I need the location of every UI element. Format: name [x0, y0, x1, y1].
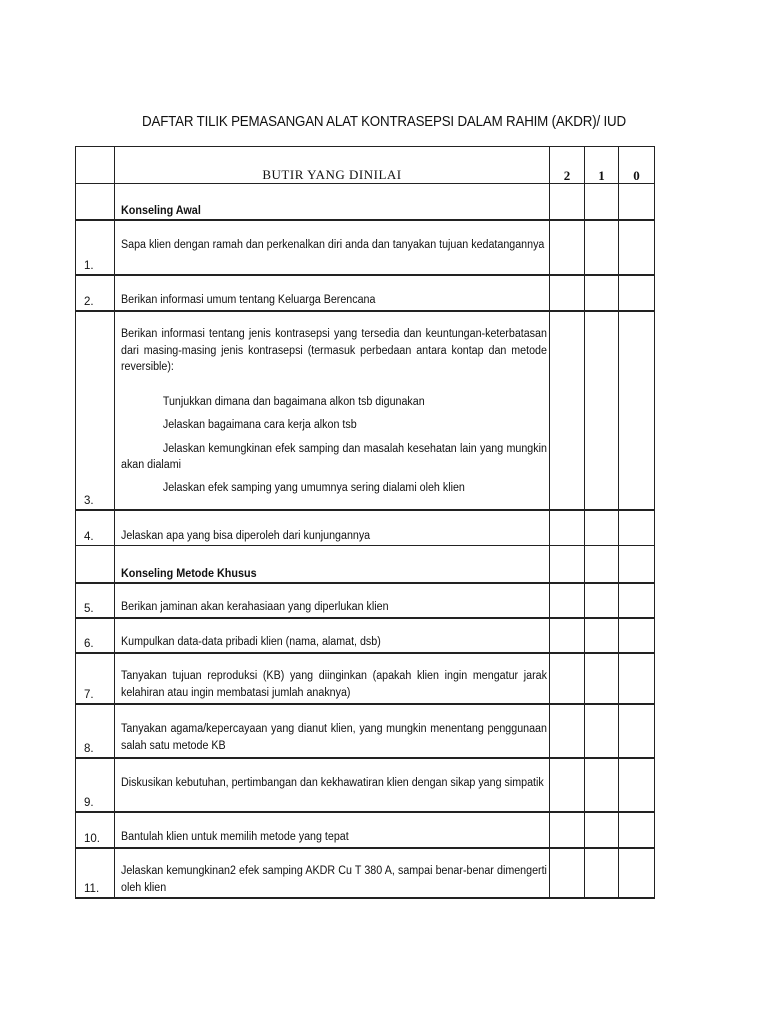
sub-item: Tunjukkan dimana dan bagaimana alkon tsb digunakan [162, 395, 425, 408]
score-1-cell[interactable] [584, 759, 618, 811]
item-text: Berikan informasi umum tentang Keluarga Berencana [121, 294, 376, 306]
score-2-cell[interactable] [549, 619, 584, 652]
sub-item: Jelaskan bagaimana cara kerja alkon tsb [162, 419, 357, 431]
score-1-cell[interactable] [584, 705, 618, 757]
table-row-1 [75, 219, 655, 274]
item-number: 3. [84, 495, 94, 507]
item-number: 4. [84, 531, 94, 543]
score-1-cell[interactable] [584, 221, 618, 274]
item-number: 9. [84, 797, 94, 809]
table-row-2 [75, 274, 655, 310]
score-2-cell[interactable] [549, 584, 584, 617]
section-title: Konseling Metode Khusus [121, 566, 257, 580]
item-text: Kumpulkan data-data pribadi klien (nama, alamat, dsb) [121, 636, 381, 648]
score-0-cell[interactable] [618, 849, 655, 897]
item-text: Berikan informasi tentang jenis kontrasepsi yang tersedia dan keuntungan-keterbatasan dari masing-masing jenis kontrasepsi (termasuk perbedaan antara kontap dan metode reversible): [121, 328, 547, 373]
table-row-10 [75, 811, 655, 847]
score-1-label: 1 [598, 168, 605, 183]
table-row-6 [75, 617, 655, 652]
score-0-cell[interactable] [618, 584, 655, 617]
item-text: Tanyakan agama/kepercayaan yang dianut klien, yang mungkin menentang penggunaan salah satu metode KB [121, 723, 547, 752]
item-number: 2. [84, 296, 94, 308]
score-1-cell[interactable] [584, 312, 618, 509]
item-text: Bantulah klien untuk memilih metode yang tepat [121, 831, 349, 843]
score-0-cell[interactable] [618, 705, 655, 757]
score-2-label: 2 [563, 168, 571, 183]
score-0-cell[interactable] [618, 619, 655, 652]
score-2-header [549, 147, 584, 183]
item-text: Jelaskan kemungkinan2 efek samping AKDR Cu T 380 A, sampai benar-benar dimengerti oleh klien [121, 865, 547, 894]
sub-item: Jelaskan kemungkinan efek samping dan masalah kesehatan lain yang mungkin akan dialami [121, 442, 547, 471]
score-0-cell[interactable] [618, 759, 655, 811]
score-2-cell[interactable] [549, 759, 584, 811]
item-text: Jelaskan apa yang bisa diperoleh dari kunjungannya [121, 530, 371, 542]
score-2-cell[interactable] [549, 221, 584, 274]
score-2-cell[interactable] [549, 705, 584, 757]
score-0-cell[interactable] [618, 654, 655, 703]
item-number: 11. [84, 883, 100, 895]
section-row-konseling-metode-khusus [75, 545, 655, 582]
item-text: Diskusikan kebutuhan, pertimbangan dan kekhawatiran klien dengan sikap yang simpatik [121, 777, 544, 789]
score-2-cell[interactable] [549, 276, 584, 310]
table-row-4 [75, 509, 655, 545]
score-1-cell[interactable] [584, 619, 618, 652]
item-text: Berikan jaminan akan kerahasiaan yang diperlukan klien [121, 601, 389, 613]
item-number: 7. [84, 689, 94, 701]
score-0-cell[interactable] [618, 276, 655, 310]
score-2-cell[interactable] [549, 813, 584, 847]
score-1-cell[interactable] [584, 654, 618, 703]
score-1-header [584, 147, 618, 183]
document-title: DAFTAR TILIK PEMASANGAN ALAT KONTRASEPSI DALAM RAHIM (AKDR)/ IUD [142, 114, 626, 130]
number-column-header [75, 147, 115, 183]
score-0-cell[interactable] [618, 312, 655, 509]
score-1-cell[interactable] [584, 849, 618, 897]
score-1-cell[interactable] [584, 276, 618, 310]
item-number: 5. [84, 603, 94, 615]
section-row-konseling-awal [75, 183, 655, 219]
score-0-cell[interactable] [618, 511, 655, 545]
score-1-cell[interactable] [584, 813, 618, 847]
table-header-row [75, 146, 655, 183]
score-1-cell[interactable] [584, 584, 618, 617]
score-0-cell[interactable] [618, 221, 655, 274]
item-number: 8. [84, 743, 94, 755]
item-number: 10. [84, 833, 100, 845]
sub-item: Jelaskan efek samping yang umumnya sering dialami oleh klien [162, 481, 465, 494]
score-2-cell[interactable] [549, 849, 584, 897]
score-0-header [618, 147, 655, 183]
item-text: Sapa klien dengan ramah dan perkenalkan diri anda dan tanyakan tujuan kedatangannya [121, 239, 545, 251]
item-number: 6. [84, 638, 94, 650]
item-number: 1. [84, 260, 94, 272]
table-row-8 [75, 703, 655, 757]
table-row-7 [75, 652, 655, 703]
score-2-cell[interactable] [549, 312, 584, 509]
checklist-table [75, 146, 655, 899]
score-2-cell[interactable] [549, 654, 584, 703]
item-column-header [115, 147, 549, 183]
score-0-label: 0 [633, 168, 640, 183]
table-row-11 [75, 847, 655, 899]
table-row-3 [75, 310, 655, 509]
section-title: Konseling Awal [121, 203, 201, 217]
table-row-5 [75, 582, 655, 617]
item-text: Tanyakan tujuan reproduksi (KB) yang diinginkan (apakah klien ingin mengatur jarak kelahiran atau ingin membatasi jumlah anaknya) [121, 670, 547, 699]
item-header-label: BUTIR YANG DINILAI [262, 167, 402, 182]
score-2-cell[interactable] [549, 511, 584, 545]
table-row-9 [75, 757, 655, 811]
score-0-cell[interactable] [618, 813, 655, 847]
score-1-cell[interactable] [584, 511, 618, 545]
